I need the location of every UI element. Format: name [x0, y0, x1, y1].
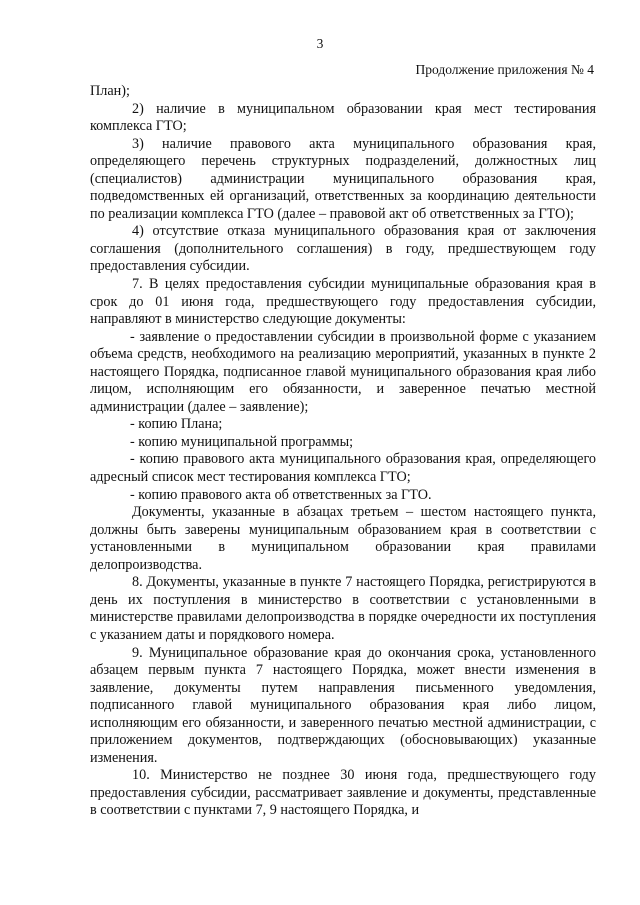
paragraph: 3) наличие правового акта муниципального образования края, определяющего перечень структурных подразделений, должностных лиц (специалистов) администрации муниципального образования края, подведомственных ей организаций, ответственных за координацию деятельности по реализации комплекса ГТО (далее – правовой акт об ответственных за ГТО);	[90, 135, 596, 222]
list-item: - копию муниципальной программы;	[130, 433, 354, 450]
list-item: - копию правового акта об ответственных за ГТО.	[130, 486, 432, 503]
list-item: - копию правового акта муниципального образования края, определяющего адресный список мест тестирования комплекса ГТО;	[90, 451, 596, 486]
page-number: 3	[316, 36, 324, 51]
paragraph: 9. Муниципальное образование края до окончания срока, установленного абзацем первым пункта 7 настоящего Порядка, может внести изменения в заявление, документы путем направления письменного уведомления, подписанного главой муниципального образования края либо лицом, исполняющим его обязанности, и заверенного печатью местной администрации, с приложением документов, подтверждающих (обосновывающих) указанные изменения.	[90, 644, 596, 766]
paragraph: 2) наличие в муниципальном образовании края мест тестирования комплекса ГТО;	[90, 100, 596, 135]
paragraph: Документы, указанные в абзацах третьем – шестом настоящего пункта, должны быть заверены муниципальным образованием края в соответствии с установленными в муниципальном образовании края правилами делопроизводства.	[90, 504, 596, 573]
document-body	[90, 83, 596, 820]
paragraph: 4) отсутствие отказа муниципального образования края от заключения соглашения (дополнительного соглашения) в году, предшествующем году предоставления субсидии.	[90, 223, 596, 275]
list-item: - заявление о предоставлении субсидии в произвольной форме с указанием объема средств, необходимого на реализацию мероприятий, указанных в пункте 2 настоящего Порядка, подписанное главой муниципального образования края либо лицом, исполняющим его обязанности, и заверенное печатью местной администрации (далее – заявление);	[90, 328, 596, 415]
appendix-continuation-label: Продолжение приложения № 4	[415, 62, 594, 77]
paragraph: 7. В целях предоставления субсидии муниципальные образования края в срок до 01 июня года, предшествующего году предоставления субсидии, направляют в министерство следующие документы:	[90, 276, 596, 328]
paragraph: 10. Министерство не позднее 30 июня года, предшествующего году предоставления субсидии, рассматривает заявление и документы, представленные в соответствии с пунктами 7, 9 настоящего Порядка, и	[90, 767, 596, 819]
paragraph: 8. Документы, указанные в пункте 7 настоящего Порядка, регистрируются в день их поступления в министерство в соответствии с установленными в министерстве правилами делопроизводства в порядке очередности их поступления с указанием даты и порядкового номера.	[90, 574, 596, 643]
list-item: - копию Плана;	[130, 416, 223, 433]
paragraph: План);	[90, 83, 130, 99]
